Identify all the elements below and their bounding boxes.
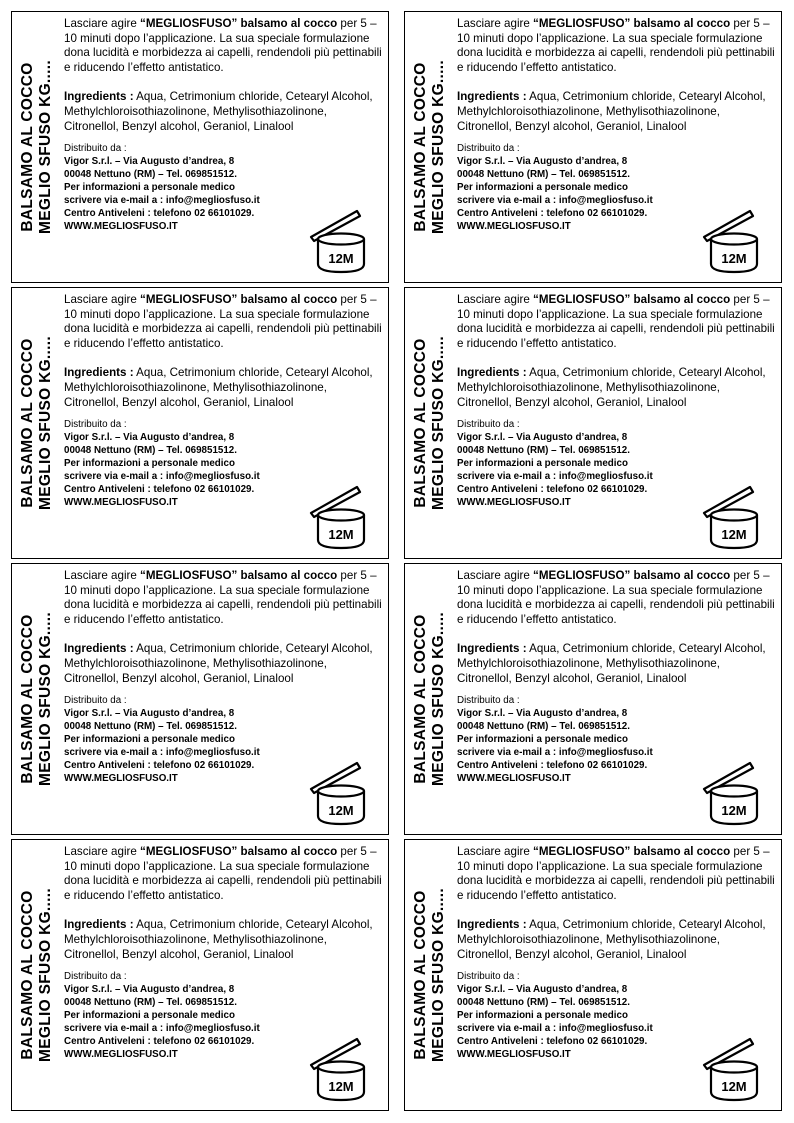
company-line: Vigor S.r.l. – Via Augusto d’andrea, 8	[457, 984, 628, 996]
website: WWW.MEGLIOSFUSO.IT	[64, 220, 178, 232]
distributed-by: Distribuito da :	[457, 419, 520, 431]
side-title-line-2: MEGLIO SFUSO KG.....	[430, 612, 447, 786]
description-product: balsamo al cocco	[237, 845, 338, 858]
info-line-1: Per informazioni a personale medico	[457, 181, 628, 193]
side-title-line-1: BALSAMO AL COCCO	[412, 62, 429, 232]
ingredients	[457, 918, 775, 962]
product-description	[457, 569, 775, 627]
ingredients	[64, 918, 382, 962]
label-content	[64, 17, 382, 234]
company-line: Vigor S.r.l. – Via Augusto d’andrea, 8	[64, 984, 235, 996]
description-prefix: Lasciare agire	[64, 293, 141, 306]
info-line-2: scrivere via e-mail a : info@megliosfuso.it	[64, 470, 260, 482]
poison-center: Centro Antiveleni : telefono 02 66101029.	[457, 1035, 648, 1047]
side-title-line-2: MEGLIO SFUSO KG.....	[37, 612, 54, 786]
open-jar-icon	[701, 482, 763, 550]
city-line: 00048 Nettuno (RM) – Tel. 069851512.	[457, 444, 630, 456]
distributed-by: Distribuito da :	[64, 419, 127, 431]
product-description	[64, 17, 382, 75]
product-description	[64, 569, 382, 627]
description-product: balsamo al cocco	[630, 293, 731, 306]
ingredients-label: Ingredients :	[457, 90, 527, 104]
description-rest: per 5 – 10 minuti dopo l’applicazione. La sua speciale formulazione dona lucidità e morbidezza ai capelli, rendendoli più pettinabili e riducendo l’effetto antistatico.	[64, 293, 382, 350]
ingredients-label: Ingredients :	[457, 366, 527, 380]
city-line: 00048 Nettuno (RM) – Tel. 069851512.	[457, 720, 630, 732]
description-rest: per 5 – 10 minuti dopo l’applicazione. La sua speciale formulazione dona lucidità e morbidezza ai capelli, rendendoli più pettinabili e riducendo l’effetto antistatico.	[457, 17, 775, 74]
ingredients-list: Aqua, Cetrimonium chloride, Cetearyl Alcohol, Methylchloroisothiazolinone, Methylisothiazolinone, Citronellol, Benzyl alcohol, Geraniol, Linalool	[457, 918, 766, 961]
ingredients-label: Ingredients :	[64, 918, 134, 932]
website: WWW.MEGLIOSFUSO.IT	[457, 220, 571, 232]
description-brand: “MEGLIOSFUSO”	[533, 17, 631, 30]
side-title-line-2: MEGLIO SFUSO KG.....	[37, 336, 54, 510]
description-prefix: Lasciare agire	[457, 845, 534, 858]
description-prefix: Lasciare agire	[64, 17, 141, 30]
company-line: Vigor S.r.l. – Via Augusto d’andrea, 8	[64, 708, 235, 720]
city-line: 00048 Nettuno (RM) – Tel. 069851512.	[64, 996, 237, 1008]
description-product: balsamo al cocco	[237, 569, 338, 582]
side-title-line-2: MEGLIO SFUSO KG.....	[430, 888, 447, 1062]
side-title-line-2: MEGLIO SFUSO KG.....	[430, 336, 447, 510]
label-content	[457, 293, 775, 510]
product-description	[64, 293, 382, 351]
side-title	[12, 12, 62, 282]
description-rest: per 5 – 10 minuti dopo l’applicazione. La sua speciale formulazione dona lucidità e morbidezza ai capelli, rendendoli più pettinabili e riducendo l’effetto antistatico.	[64, 569, 382, 626]
description-rest: per 5 – 10 minuti dopo l’applicazione. La sua speciale formulazione dona lucidità e morbidezza ai capelli, rendendoli più pettinabili e riducendo l’effetto antistatico.	[64, 17, 382, 74]
description-product: balsamo al cocco	[630, 569, 731, 582]
side-title-line-2: MEGLIO SFUSO KG.....	[37, 60, 54, 234]
info-line-2: scrivere via e-mail a : info@megliosfuso.it	[64, 194, 260, 206]
description-brand: “MEGLIOSFUSO”	[533, 569, 631, 582]
website: WWW.MEGLIOSFUSO.IT	[457, 772, 571, 784]
ingredients-label: Ingredients :	[457, 918, 527, 932]
product-description	[64, 845, 382, 903]
side-title-line-1: BALSAMO AL COCCO	[19, 338, 36, 508]
product-label	[11, 563, 389, 835]
label-content	[64, 845, 382, 1062]
ingredients-list: Aqua, Cetrimonium chloride, Cetearyl Alcohol, Methylchloroisothiazolinone, Methylisothiazolinone, Citronellol, Benzyl alcohol, Geraniol, Linalool	[64, 918, 373, 961]
info-line-1: Per informazioni a personale medico	[64, 733, 235, 745]
ingredients-list: Aqua, Cetrimonium chloride, Cetearyl Alcohol, Methylchloroisothiazolinone, Methylisothiazolinone, Citronellol, Benzyl alcohol, Geraniol, Linalool	[457, 366, 766, 409]
website: WWW.MEGLIOSFUSO.IT	[64, 772, 178, 784]
open-jar-icon	[701, 758, 763, 826]
city-line: 00048 Nettuno (RM) – Tel. 069851512.	[64, 720, 237, 732]
poison-center: Centro Antiveleni : telefono 02 66101029.	[457, 483, 648, 495]
company-line: Vigor S.r.l. – Via Augusto d’andrea, 8	[64, 156, 235, 168]
side-title	[405, 12, 455, 282]
info-line-2: scrivere via e-mail a : info@megliosfuso.it	[457, 470, 653, 482]
description-product: balsamo al cocco	[630, 845, 731, 858]
description-prefix: Lasciare agire	[457, 569, 534, 582]
product-label	[11, 287, 389, 559]
poison-center: Centro Antiveleni : telefono 02 66101029.	[64, 759, 255, 771]
description-prefix: Lasciare agire	[457, 17, 534, 30]
company-line: Vigor S.r.l. – Via Augusto d’andrea, 8	[64, 432, 235, 444]
info-line-2: scrivere via e-mail a : info@megliosfuso.it	[457, 194, 653, 206]
side-title-line-1: BALSAMO AL COCCO	[412, 890, 429, 1060]
side-title	[12, 564, 62, 834]
open-jar-icon	[701, 1034, 763, 1102]
pao-period: 12M	[721, 1079, 747, 1094]
city-line: 00048 Nettuno (RM) – Tel. 069851512.	[457, 996, 630, 1008]
distributed-by: Distribuito da :	[457, 143, 520, 155]
info-line-1: Per informazioni a personale medico	[457, 733, 628, 745]
open-jar-icon	[701, 206, 763, 274]
product-label	[11, 839, 389, 1111]
open-jar-icon	[308, 482, 370, 550]
city-line: 00048 Nettuno (RM) – Tel. 069851512.	[457, 168, 630, 180]
info-line-1: Per informazioni a personale medico	[457, 457, 628, 469]
info-line-2: scrivere via e-mail a : info@megliosfuso.it	[457, 1022, 653, 1034]
ingredients	[64, 90, 382, 134]
poison-center: Centro Antiveleni : telefono 02 66101029.	[457, 759, 648, 771]
info-line-1: Per informazioni a personale medico	[64, 457, 235, 469]
city-line: 00048 Nettuno (RM) – Tel. 069851512.	[64, 168, 237, 180]
description-product: balsamo al cocco	[630, 17, 731, 30]
product-label	[404, 287, 782, 559]
ingredients-label: Ingredients :	[64, 366, 134, 380]
side-title-line-2: MEGLIO SFUSO KG.....	[37, 888, 54, 1062]
label-content	[457, 845, 775, 1062]
ingredients-list: Aqua, Cetrimonium chloride, Cetearyl Alcohol, Methylchloroisothiazolinone, Methylisothiazolinone, Citronellol, Benzyl alcohol, Geraniol, Linalool	[457, 642, 766, 685]
side-title	[405, 840, 455, 1110]
side-title-line-1: BALSAMO AL COCCO	[19, 62, 36, 232]
poison-center: Centro Antiveleni : telefono 02 66101029.	[64, 207, 255, 219]
ingredients	[457, 642, 775, 686]
product-description	[457, 293, 775, 351]
side-title-line-1: BALSAMO AL COCCO	[19, 614, 36, 784]
pao-period: 12M	[328, 803, 354, 818]
distributed-by: Distribuito da :	[457, 971, 520, 983]
description-rest: per 5 – 10 minuti dopo l’applicazione. La sua speciale formulazione dona lucidità e morbidezza ai capelli, rendendoli più pettinabili e riducendo l’effetto antistatico.	[64, 845, 382, 902]
company-line: Vigor S.r.l. – Via Augusto d’andrea, 8	[457, 708, 628, 720]
poison-center: Centro Antiveleni : telefono 02 66101029.	[64, 1035, 255, 1047]
side-title	[405, 564, 455, 834]
company-line: Vigor S.r.l. – Via Augusto d’andrea, 8	[457, 432, 628, 444]
open-jar-icon	[308, 758, 370, 826]
description-brand: “MEGLIOSFUSO”	[533, 293, 631, 306]
description-brand: “MEGLIOSFUSO”	[533, 845, 631, 858]
poison-center: Centro Antiveleni : telefono 02 66101029.	[457, 207, 648, 219]
ingredients-list: Aqua, Cetrimonium chloride, Cetearyl Alcohol, Methylchloroisothiazolinone, Methylisothiazolinone, Citronellol, Benzyl alcohol, Geraniol, Linalool	[457, 90, 766, 133]
info-line-2: scrivere via e-mail a : info@megliosfuso.it	[64, 1022, 260, 1034]
ingredients-list: Aqua, Cetrimonium chloride, Cetearyl Alcohol, Methylchloroisothiazolinone, Methylisothiazolinone, Citronellol, Benzyl alcohol, Geraniol, Linalool	[64, 90, 373, 133]
distributed-by: Distribuito da :	[64, 143, 127, 155]
side-title	[405, 288, 455, 558]
pao-period: 12M	[721, 251, 747, 266]
info-line-2: scrivere via e-mail a : info@megliosfuso.it	[457, 746, 653, 758]
description-brand: “MEGLIOSFUSO”	[140, 17, 238, 30]
distributed-by: Distribuito da :	[457, 695, 520, 707]
label-content	[64, 569, 382, 786]
ingredients-list: Aqua, Cetrimonium chloride, Cetearyl Alcohol, Methylchloroisothiazolinone, Methylisothiazolinone, Citronellol, Benzyl alcohol, Geraniol, Linalool	[64, 642, 373, 685]
pao-period: 12M	[328, 251, 354, 266]
side-title	[12, 840, 62, 1110]
side-title-line-2: MEGLIO SFUSO KG.....	[430, 60, 447, 234]
ingredients	[457, 90, 775, 134]
side-title-line-1: BALSAMO AL COCCO	[412, 338, 429, 508]
side-title-line-1: BALSAMO AL COCCO	[19, 890, 36, 1060]
ingredients	[64, 642, 382, 686]
info-line-2: scrivere via e-mail a : info@megliosfuso.it	[64, 746, 260, 758]
description-rest: per 5 – 10 minuti dopo l’applicazione. La sua speciale formulazione dona lucidità e morbidezza ai capelli, rendendoli più pettinabili e riducendo l’effetto antistatico.	[457, 293, 775, 350]
poison-center: Centro Antiveleni : telefono 02 66101029.	[64, 483, 255, 495]
city-line: 00048 Nettuno (RM) – Tel. 069851512.	[64, 444, 237, 456]
pao-period: 12M	[328, 527, 354, 542]
ingredients	[457, 366, 775, 410]
pao-period: 12M	[721, 527, 747, 542]
product-label	[404, 563, 782, 835]
company-line: Vigor S.r.l. – Via Augusto d’andrea, 8	[457, 156, 628, 168]
side-title-line-1: BALSAMO AL COCCO	[412, 614, 429, 784]
website: WWW.MEGLIOSFUSO.IT	[64, 496, 178, 508]
description-prefix: Lasciare agire	[64, 569, 141, 582]
description-rest: per 5 – 10 minuti dopo l’applicazione. La sua speciale formulazione dona lucidità e morbidezza ai capelli, rendendoli più pettinabili e riducendo l’effetto antistatico.	[457, 845, 775, 902]
product-label	[11, 11, 389, 283]
open-jar-icon	[308, 1034, 370, 1102]
ingredients	[64, 366, 382, 410]
description-brand: “MEGLIOSFUSO”	[140, 569, 238, 582]
product-description	[457, 845, 775, 903]
info-line-1: Per informazioni a personale medico	[64, 1009, 235, 1021]
label-content	[457, 17, 775, 234]
label-content	[64, 293, 382, 510]
ingredients-label: Ingredients :	[64, 642, 134, 656]
ingredients-label: Ingredients :	[457, 642, 527, 656]
description-product: balsamo al cocco	[237, 17, 338, 30]
side-title	[12, 288, 62, 558]
description-product: balsamo al cocco	[237, 293, 338, 306]
open-jar-icon	[308, 206, 370, 274]
description-brand: “MEGLIOSFUSO”	[140, 845, 238, 858]
product-description	[457, 17, 775, 75]
pao-period: 12M	[328, 1079, 354, 1094]
distributed-by: Distribuito da :	[64, 971, 127, 983]
distributed-by: Distribuito da :	[64, 695, 127, 707]
label-content	[457, 569, 775, 786]
description-prefix: Lasciare agire	[457, 293, 534, 306]
ingredients-label: Ingredients :	[64, 90, 134, 104]
product-label	[404, 839, 782, 1111]
website: WWW.MEGLIOSFUSO.IT	[64, 1048, 178, 1060]
description-rest: per 5 – 10 minuti dopo l’applicazione. La sua speciale formulazione dona lucidità e morbidezza ai capelli, rendendoli più pettinabili e riducendo l’effetto antistatico.	[457, 569, 775, 626]
description-prefix: Lasciare agire	[64, 845, 141, 858]
website: WWW.MEGLIOSFUSO.IT	[457, 496, 571, 508]
description-brand: “MEGLIOSFUSO”	[140, 293, 238, 306]
info-line-1: Per informazioni a personale medico	[457, 1009, 628, 1021]
info-line-1: Per informazioni a personale medico	[64, 181, 235, 193]
pao-period: 12M	[721, 803, 747, 818]
website: WWW.MEGLIOSFUSO.IT	[457, 1048, 571, 1060]
ingredients-list: Aqua, Cetrimonium chloride, Cetearyl Alcohol, Methylchloroisothiazolinone, Methylisothiazolinone, Citronellol, Benzyl alcohol, Geraniol, Linalool	[64, 366, 373, 409]
product-label	[404, 11, 782, 283]
